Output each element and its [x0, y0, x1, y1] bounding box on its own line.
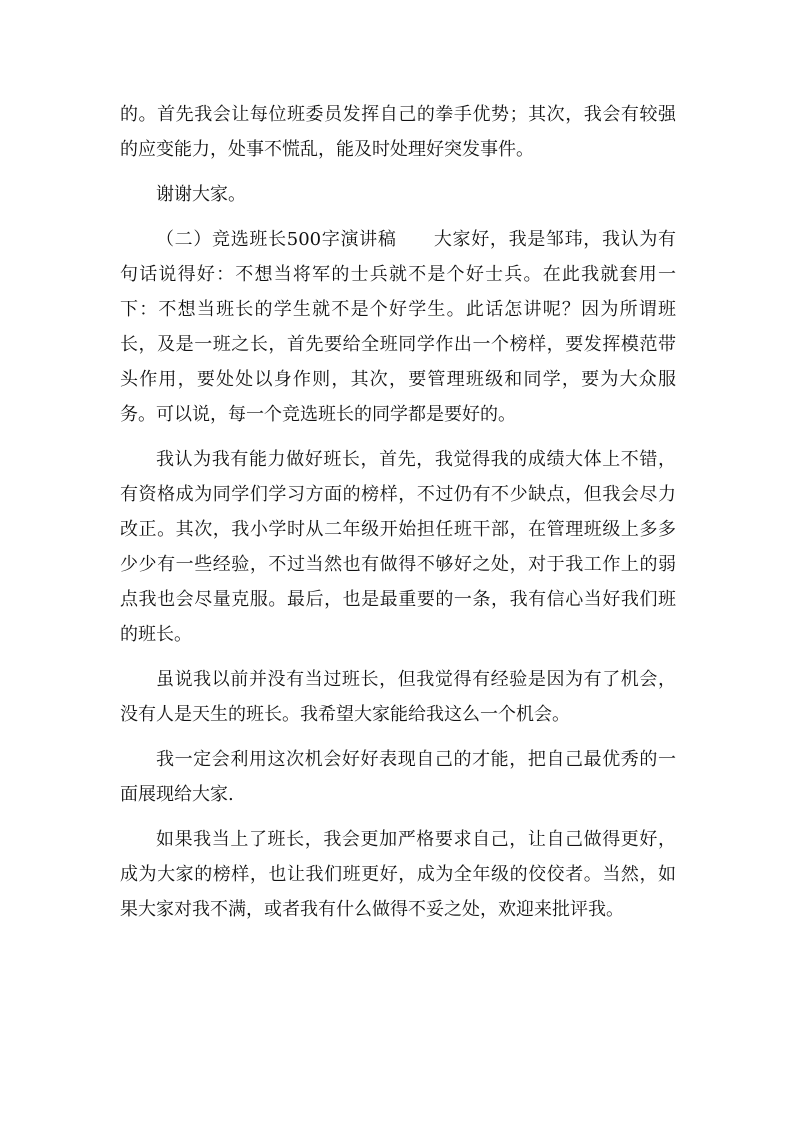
- paragraph-ability: 我认为我有能力做好班长，首先，我觉得我的成绩大体上不错，有资格成为同学们学习方面的榜样，不过仍有不少缺点，但我会尽力改正。其次，我小学时从二年级开始担任班干部，在管理班级上多多少少有一些经验，不过当然也有做得不够好之处，对于我工作上的弱点我也会尽量克服。最后，也是最重要的一条，我有信心当好我们班的班长。: [120, 449, 676, 645]
- paragraph-continuation: 的。首先我会让每位班委员发挥自己的拳手优势；其次，我会有较强的应变能力，处事不慌乱，能及时处理好突发事件。: [120, 104, 676, 160]
- paragraph-thanks: 谢谢大家。: [156, 184, 246, 205]
- paragraph-speech-intro: （二）竞选班长500字演讲稿 大家好，我是邹玮，我认为有句话说得好：不想当将军的士兵就不是个好士兵。在此我就套用一下：不想当班长的学生就不是个好学生。此话怎讲呢？因为所谓班长，及是一班之长，首先要给全班同学作出一个榜样，要发挥模范带头作用，要处处以身作则，其次，要管理班级和同学，要为大众服务。可以说，每一个竞选班长的同学都是要好的。: [120, 229, 676, 425]
- paragraph-experience: 虽说我以前并没有当过班长，但我觉得有经验是因为有了机会，没有人是天生的班长。我希望大家能给我这么一个机会。: [120, 669, 676, 725]
- document-body: [120, 97, 676, 927]
- paragraph-opportunity: 我一定会利用这次机会好好表现自己的才能，把自己最优秀的一面展现给大家.: [120, 749, 676, 805]
- paragraph-promise: 如果我当上了班长，我会更加严格要求自己，让自己做得更好，成为大家的榜样，也让我们班更好，成为全年级的佼佼者。当然，如果大家对我不满，或者我有什么做得不妥之处，欢迎来批评我。: [120, 829, 676, 920]
